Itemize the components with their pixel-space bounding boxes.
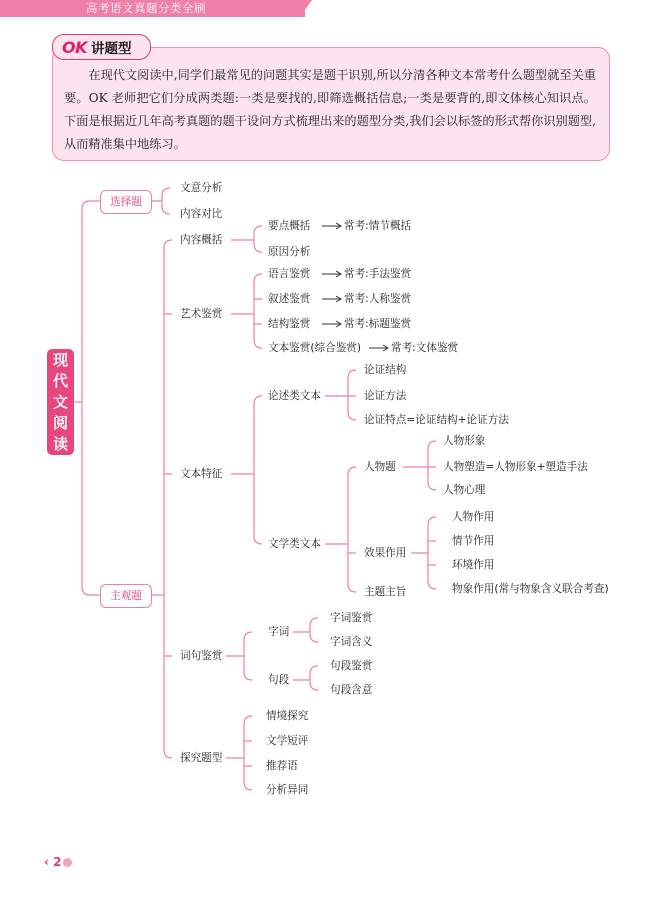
often-tested-note: 常考:标题鉴赏 (344, 318, 412, 330)
leaf-item: 文学短评 (266, 735, 309, 747)
page-number-text: 2 (53, 855, 62, 869)
leaf-item: 论证特点=论证结构+论证方法 (364, 414, 509, 426)
leaf-item: 句段含意 (330, 684, 373, 696)
leaf-item: 原因分析 (268, 246, 311, 258)
node-theme: 主题主旨 (364, 586, 407, 598)
leaf-item: 人物塑造=人物形象+塑造手法 (443, 461, 588, 473)
leaf-item: 句段鉴赏 (330, 660, 373, 672)
choice-item: 内容对比 (180, 208, 223, 220)
leaf-item: 论证结构 (364, 364, 407, 376)
book-title: 高考语文真题分类全刷 (86, 1, 206, 15)
leaf-item: 文本鉴赏(综合鉴赏) (268, 342, 362, 354)
node-words: 字词 (268, 626, 290, 638)
node-content-summary: 内容概括 (180, 234, 223, 246)
leaf-item: 要点概括 (268, 220, 311, 232)
circle-ornament-icon (63, 858, 72, 867)
node-art-appreciation: 艺术鉴赏 (180, 308, 223, 320)
leaf-item: 推荐语 (266, 760, 298, 772)
leaf-item: 结构鉴赏 (268, 318, 311, 330)
leaf-item: 物象作用(常与物象含义联合考查) (452, 583, 609, 595)
node-literary-text: 文学类文本 (268, 538, 321, 550)
node-character: 人物题 (364, 461, 396, 473)
root-char: 现 (52, 350, 68, 369)
node-sentences: 句段 (268, 674, 290, 686)
node-word-sentence: 词句鉴赏 (180, 650, 223, 662)
often-tested-note: 常考:情节概括 (344, 220, 412, 232)
node-inquiry: 探究题型 (180, 752, 223, 764)
category-subjective: 主观题 (100, 584, 152, 608)
often-tested-note: 常考:人称鉴赏 (344, 293, 412, 305)
section-title: 讲题型 (91, 41, 132, 57)
leaf-item: 情节作用 (452, 535, 495, 547)
leaf-item: 论证方法 (364, 390, 407, 402)
root-char: 阅 (52, 413, 68, 432)
choice-item: 文意分析 (180, 182, 223, 194)
intro-paragraph: 在现代文阅读中,同学们最常见的问题其实是题干识别,所以分清各种文本常考什么题型就至关重要。OK 老师把它们分成两类题:一类是要找的,即筛选概括信息;一类是要背的,即文体核心知识点。下面是根据近几年高考真题的题干设问方式梳理出来的题型分类,我们会以标签的形式帮你识别题型,从而精准集中地练习。 (64, 68, 596, 151)
leaf-item: 语言鉴赏 (268, 268, 311, 280)
root-char: 文 (52, 392, 68, 411)
root-char: 代 (52, 371, 68, 390)
leaf-item: 叙述鉴赏 (268, 293, 311, 305)
often-tested-note: 常考:文体鉴赏 (391, 342, 459, 354)
node-argument-text: 论述类文本 (268, 390, 321, 402)
leaf-item: 人物形象 (443, 435, 486, 447)
leaf-item: 字词含义 (330, 636, 373, 648)
leaf-item: 人物作用 (452, 511, 495, 523)
ok-logo: OK (62, 37, 87, 57)
category-choice: 选择题 (100, 190, 152, 214)
node-text-features: 文本特征 (180, 468, 223, 480)
leaf-item: 字词鉴赏 (330, 612, 373, 624)
node-effect: 效果作用 (364, 547, 407, 559)
leaf-item: 环境作用 (452, 559, 495, 571)
root-char: 读 (52, 434, 68, 453)
leaf-item: 人物心理 (443, 484, 486, 496)
leaf-item: 分析异同 (266, 784, 309, 796)
leaf-item: 情境探究 (266, 710, 309, 722)
page-number (44, 855, 72, 869)
root-node-modern-reading (47, 349, 74, 455)
page-marker-icon: ‹ (44, 855, 54, 869)
often-tested-note: 常考:手法鉴赏 (344, 268, 412, 280)
